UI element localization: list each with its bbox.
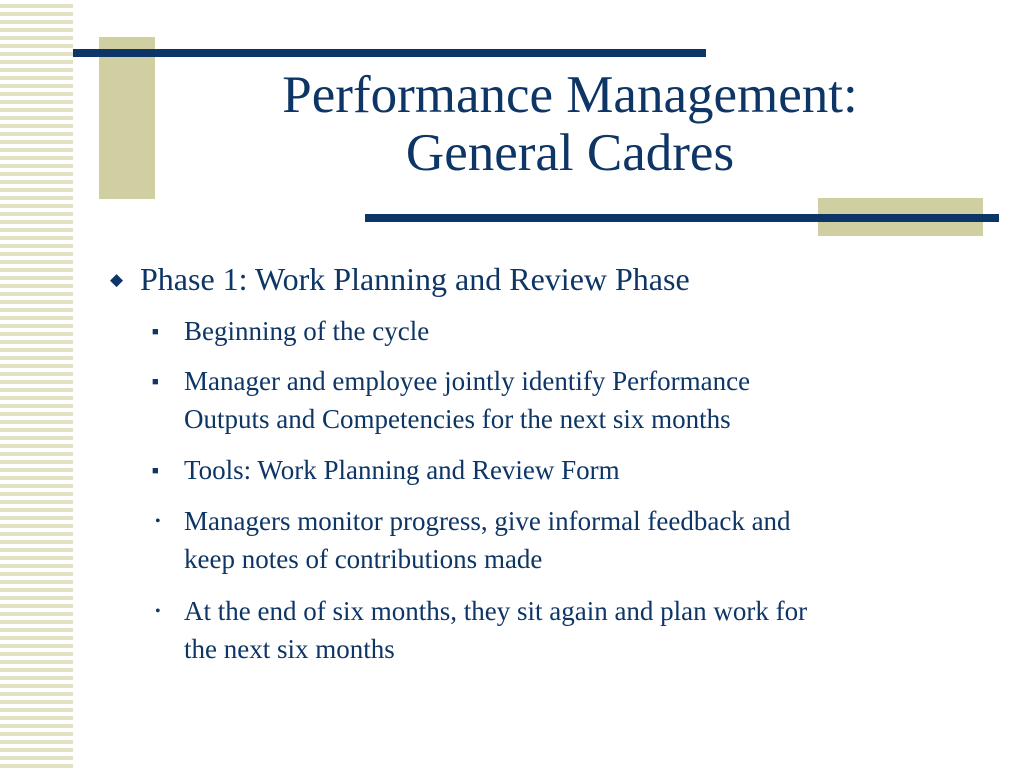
sub-bullet-line: Outputs and Competencies for the next six months [184, 404, 731, 434]
main-bullet-text: Phase 1: Work Planning and Review Phase [140, 261, 690, 297]
slide-title-line-2: General Cadres [405, 124, 735, 182]
sub-bullet-line: Manager and employee jointly identify Performance [184, 366, 751, 396]
slide-title-line-1: Performance Management: [282, 66, 858, 124]
sub-bullet-line: keep notes of contributions made [184, 544, 543, 574]
sub-bullet-line: Managers monitor progress, give informal feedback and [184, 506, 791, 536]
square-bullet-icon: ■ [152, 376, 159, 388]
sub-bullet-line: the next six months [184, 634, 395, 664]
dot-bullet-icon: • [155, 513, 161, 530]
dot-bullet-icon: • [155, 603, 161, 620]
sub-bullet-line: Tools: Work Planning and Review Form [184, 455, 620, 485]
diamond-bullet-icon: ◆ [110, 270, 124, 289]
square-bullet-icon: ■ [152, 326, 159, 338]
sub-bullet-line: Beginning of the cycle [184, 316, 430, 346]
square-bullet-icon: ■ [152, 465, 159, 477]
sub-bullet-line: At the end of six months, they sit again and plan work for [184, 596, 808, 626]
